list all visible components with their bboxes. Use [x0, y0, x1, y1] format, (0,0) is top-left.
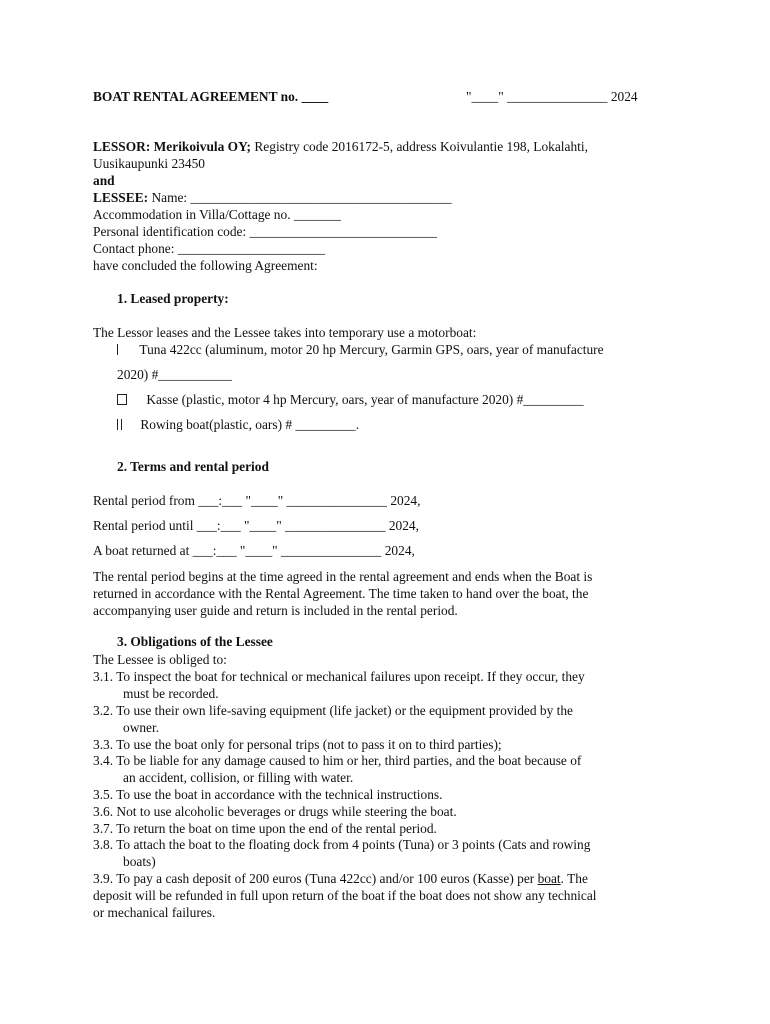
checkbox-icon	[117, 419, 118, 430]
boat-item-kasse	[117, 392, 584, 409]
boat-item-tuna-year: 2020) #___________	[117, 367, 232, 382]
rental-from-field: Rental period from ___:___ "____" _______________ 2024,	[93, 493, 421, 508]
lessor-details-cont: Uusikaupunki 23450	[93, 156, 205, 171]
section-2-heading: 2. Terms and rental period	[117, 459, 269, 474]
obligation-3-8-cont: boats)	[123, 854, 156, 869]
obligation-3-1-cont: must be recorded.	[123, 686, 219, 701]
boat-item-rowing-text: Rowing boat(plastic, oars) # _________.	[140, 417, 360, 432]
obligation-3-7: 3.7. To return the boat on time upon the end of the rental period.	[93, 821, 437, 836]
lessee-line	[93, 190, 452, 207]
agreement-date: "____" _______________ 2024	[466, 89, 638, 104]
obligation-3-2-cont: owner.	[123, 720, 160, 735]
accommodation-field: Accommodation in Villa/Cottage no. _______	[93, 207, 341, 222]
obligation-3-3: 3.3. To use the boat only for personal trips (not to pass it on to third parties);	[93, 737, 502, 752]
obligation-3-9-cont: deposit will be refunded in full upon return of the boat if the boat does not show any technical	[93, 888, 597, 903]
lessor-name: Merikoivula OY;	[153, 139, 252, 154]
obligation-3-5: 3.5. To use the boat in accordance with the technical instructions.	[93, 787, 443, 802]
checkbox-icon	[117, 344, 118, 355]
lessee-name-field: Name: _______________________________________	[151, 190, 452, 205]
lessee-label: LESSEE:	[93, 190, 149, 205]
obligation-3-9-cont: or mechanical failures.	[93, 905, 216, 920]
obligation-3-1: 3.1. To inspect the boat for technical or mechanical failures upon receipt. If they occur, they	[93, 669, 585, 684]
rental-period-text: accompanying user guide and return is included in the rental period.	[93, 603, 458, 618]
boat-returned-field: A boat returned at ___:___ "____" _______________ 2024,	[93, 543, 415, 558]
obligation-3-8: 3.8. To attach the boat to the floating dock from 4 points (Tuna) or 3 points (Cats and rowing	[93, 837, 591, 852]
section-1-intro: The Lessor leases and the Lessee takes into temporary use a motorboat:	[93, 325, 477, 340]
rental-period-text: The rental period begins at the time agreed in the rental agreement and ends when the Boat is	[93, 569, 593, 584]
personal-code-field: Personal identification code: ____________________________	[93, 224, 438, 239]
boat-item-tuna-text: Tuna 422cc (aluminum, motor 20 hp Mercury, Garmin GPS, oars, year of manufacture	[139, 342, 604, 357]
lessor-line	[93, 139, 588, 156]
rental-period-text: returned in accordance with the Rental Agreement. The time taken to hand over the boat, the	[93, 586, 589, 601]
lessor-label: LESSOR:	[93, 139, 151, 154]
boat-item-rowing	[117, 417, 359, 434]
section-3-intro: The Lessee is obliged to:	[93, 652, 227, 667]
concluded-line: have concluded the following Agreement:	[93, 258, 318, 273]
obligation-3-6: 3.6. Not to use alcoholic beverages or drugs while steering the boat.	[93, 804, 457, 819]
and-label: and	[93, 173, 115, 188]
section-3-heading: 3. Obligations of the Lessee	[117, 634, 273, 649]
obligation-3-4-cont: an accident, collision, or filling with water.	[123, 770, 354, 785]
obligation-3-2: 3.2. To use their own life-saving equipment (life jacket) or the equipment provided by the	[93, 703, 574, 718]
boat-link: boat	[537, 871, 561, 886]
checkbox-icon	[117, 394, 127, 405]
boat-item-kasse-text: Kasse (plastic, motor 4 hp Mercury, oars, year of manufacture 2020) #_________	[146, 392, 584, 407]
section-1-heading: 1. Leased property:	[117, 291, 229, 306]
contact-phone-field: Contact phone: ______________________	[93, 241, 326, 256]
boat-item-tuna	[117, 342, 604, 359]
obligation-3-9: 3.9. To pay a cash deposit of 200 euros (Tuna 422cc) and/or 100 euros (Kasse) per boat. The	[93, 871, 588, 886]
obligation-3-4: 3.4. To be liable for any damage caused to him or her, third parties, and the boat because of	[93, 753, 582, 768]
rental-until-field: Rental period until ___:___ "____" _______________ 2024,	[93, 518, 419, 533]
agreement-title: BOAT RENTAL AGREEMENT no. ____	[93, 89, 329, 104]
lessor-details: Registry code 2016172-5, address Koivulantie 198, Lokalahti,	[254, 139, 588, 154]
